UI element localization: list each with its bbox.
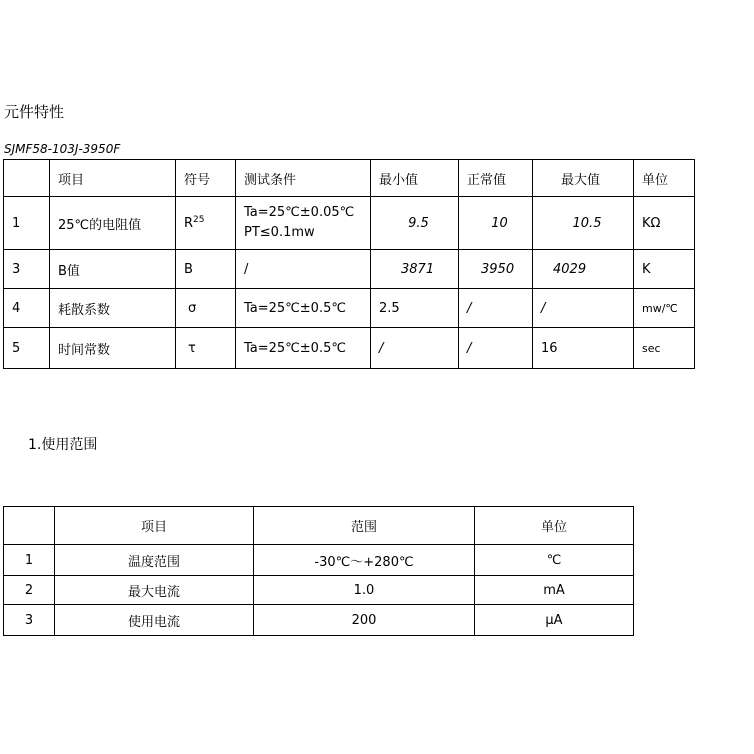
- row-number: 2: [4, 576, 55, 605]
- header-cell: 范围: [254, 507, 475, 545]
- range-cell: 1.0: [254, 576, 475, 605]
- table-row: [4, 328, 695, 369]
- min-cell: 3871: [371, 250, 459, 289]
- item-cell: 25℃的电阻值: [50, 197, 176, 250]
- symbol-superscript: 25: [193, 214, 205, 225]
- row-number: 1: [4, 545, 55, 576]
- normal-cell: /: [459, 328, 533, 369]
- range-cell: 200: [254, 605, 475, 636]
- usage-table: [3, 506, 634, 636]
- header-cell: 最小值: [371, 160, 459, 197]
- symbol-cell: σ: [176, 289, 236, 328]
- condition-cell: [236, 197, 371, 250]
- max-cell: 16: [533, 328, 634, 369]
- table-header-row: [4, 507, 634, 545]
- min-cell: /: [371, 328, 459, 369]
- condition-line: PT≤0.1mw: [244, 225, 315, 240]
- range-cell: -30℃～+280℃: [254, 545, 475, 576]
- table-row: [4, 545, 634, 576]
- unit-cell: K: [634, 250, 695, 289]
- table-row: [4, 250, 695, 289]
- max-cell: 4029: [533, 250, 634, 289]
- min-cell: 2.5: [371, 289, 459, 328]
- unit-cell: ℃: [475, 545, 634, 576]
- condition-cell: /: [236, 250, 371, 289]
- symbol-cell: B: [176, 250, 236, 289]
- min-cell: 9.5: [371, 197, 459, 250]
- header-cell: [4, 160, 50, 197]
- symbol-base: R: [184, 215, 194, 231]
- condition-line: Ta=25℃±0.05℃: [244, 205, 355, 220]
- table-row: [4, 197, 695, 250]
- max-cell: /: [533, 289, 634, 328]
- header-cell: [4, 507, 55, 545]
- item-cell: 最大电流: [55, 576, 254, 605]
- header-cell: 符号: [176, 160, 236, 197]
- header-cell: 最大值: [533, 160, 634, 197]
- header-cell: 单位: [475, 507, 634, 545]
- normal-cell: 3950: [459, 250, 533, 289]
- section-title: 元件特性: [4, 103, 65, 121]
- condition-cell: Ta=25℃±0.5℃: [236, 289, 371, 328]
- header-cell: 项目: [50, 160, 176, 197]
- unit-cell: sec: [634, 328, 695, 369]
- row-number: 3: [4, 250, 50, 289]
- item-cell: 耗散系数: [50, 289, 176, 328]
- symbol-cell: [176, 197, 236, 250]
- item-cell: B值: [50, 250, 176, 289]
- table-row: [4, 289, 695, 328]
- item-cell: 温度范围: [55, 545, 254, 576]
- symbol-cell: τ: [176, 328, 236, 369]
- normal-cell: /: [459, 289, 533, 328]
- item-cell: 使用电流: [55, 605, 254, 636]
- spec-table: [3, 159, 695, 369]
- model-code: SJMF58-103J-3950F: [4, 142, 121, 156]
- unit-cell: mw/℃: [634, 289, 695, 328]
- header-cell: 正常值: [459, 160, 533, 197]
- header-cell: 单位: [634, 160, 695, 197]
- row-number: 4: [4, 289, 50, 328]
- item-cell: 时间常数: [50, 328, 176, 369]
- row-number: 5: [4, 328, 50, 369]
- unit-cell: μA: [475, 605, 634, 636]
- unit-cell: mA: [475, 576, 634, 605]
- row-number: 3: [4, 605, 55, 636]
- table-header-row: [4, 160, 695, 197]
- header-cell: 项目: [55, 507, 254, 545]
- usage-heading: 1.使用范围: [28, 437, 98, 453]
- table-row: [4, 576, 634, 605]
- table-row: [4, 605, 634, 636]
- header-cell: 测试条件: [236, 160, 371, 197]
- unit-cell: KΩ: [634, 197, 695, 250]
- normal-cell: 10: [459, 197, 533, 250]
- condition-cell: Ta=25℃±0.5℃: [236, 328, 371, 369]
- max-cell: 10.5: [533, 197, 634, 250]
- row-number: 1: [4, 197, 50, 250]
